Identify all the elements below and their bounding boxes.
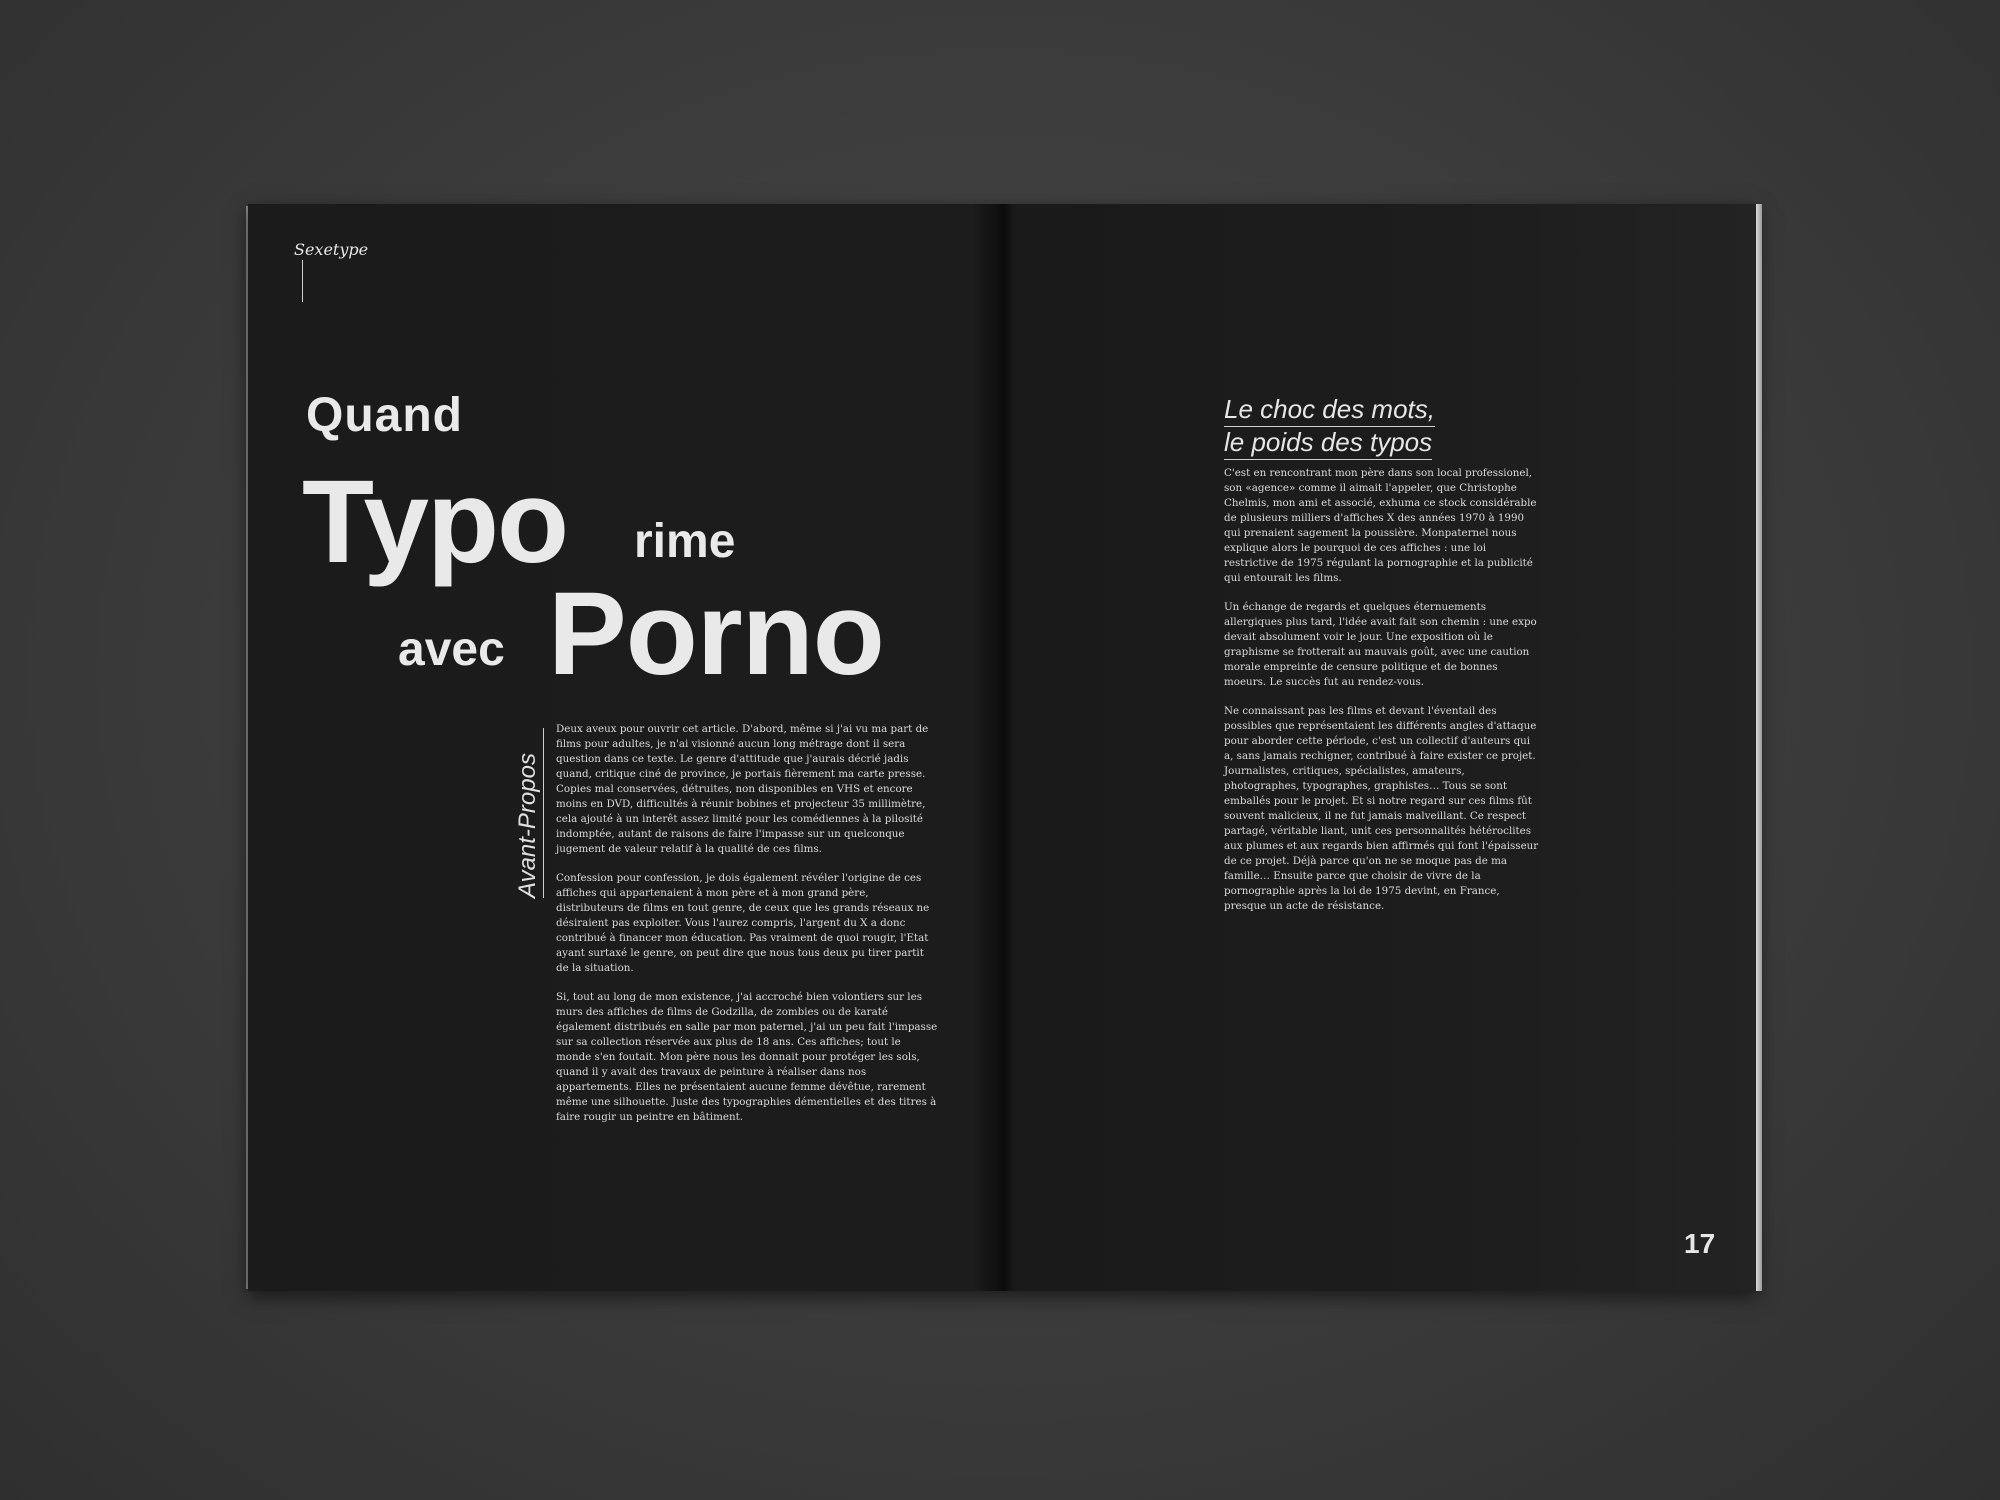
page-number: 17 [1684, 1228, 1716, 1259]
right-paragraph: Un échange de regards et quelques éternuements allergiques plus tard, l'idée avait fait son chemin : une expo devait absolument voir le jour. Une exposition où le graphisme se frotterait au mauvais goût, avec une caution morale empreinte de censure politique et de bonnes moeurs. Le succès fut au rendez-vous. [1224, 601, 1537, 688]
right-heading-line-2: le poids des typos [1224, 427, 1432, 460]
title-word-quand: Quand [306, 389, 463, 442]
logo-rule [302, 260, 303, 302]
right-section-heading [1224, 394, 1435, 460]
right-heading-line-1: Le choc des mots, [1224, 394, 1435, 427]
title-word-rime: rime [634, 515, 736, 568]
right-paragraph: C'est en rencontrant mon père dans son local professionel, son «agence» comme il aimait l'appeler, que Christophe Chelmis, mon ami et associé, exhuma ce stock considérable de plusieurs milliers d'affiches X des années 1970 à 1990 qui prenaient sagement la poussière. Monpaternel nous explique alors le pourquoi de ces affiches : une loi restrictive de 1975 régulant la pornographie et la publicité qui entourait les films. [1224, 467, 1537, 584]
right-paragraph: Ne connaissant pas les films et devant l'éventail des possibles que représentaient les différents angles d'attaque pour aborder cette période, c'est un collectif d'auteurs qui a, sans jamais rechigner, contribué à faire exister ce projet. Journalistes, critiques, spécialistes, amateurs, photographes, typographes, graphistes… Tous se sont emballés pour le projet. Et si notre regard sur ces films fût souvent malicieux, il ne fut jamais malveillant. Ce respect partagé, véritable liant, unit ces personnalités hétéroclites aux plumes et aux regards bien affirmés qui font l'épaisseur de ce projet. Déjà parce qu'on ne se moque pas de ma famille… Ensuite parce que choisir de vivre de la pornographie après la loi de 1975 devint, en France, presque un acte de résistance. [1224, 705, 1539, 912]
left-paragraph: Si, tout au long de mon existence, j'ai accroché bien volontiers sur les murs des affiches de films de Godzilla, de zombies ou de karaté également distribués en salle par mon paternel, j'ai un peu fait l'impasse sur sa collection réservée aux plus de 18 ans. Ces affiches; tout le monde s'en foutait. Mon père nous les donnait pour protéger les sols, quand il y avait des travaux de peinture à réaliser dans nos appartements. Elles ne présentaient aucune femme dévêtue, rarement même une silhouette. Juste des typographies démentielles et des titres à faire rougir un peintre en bâtiment. [556, 991, 938, 1123]
page-right-edge [1756, 204, 1762, 1291]
title-word-avec: avec [398, 623, 505, 676]
magazine-spread [248, 204, 1758, 1291]
title-word-typo: Typo [302, 456, 568, 588]
left-paragraph: Deux aveux pour ouvrir cet article. D'abord, même si j'ai vu ma part de films pour adultes, je n'ai visionné aucun long métrage dont il sera question dans ce texte. Le genre d'attitude que j'aurais décrié jadis quand, critique ciné de province, je portais fièrement ma carte presse. Copies mal conservées, détruites, non disponibles en VHS et encore moins en DVD, difficultés à réunir bobines et projecteur 35 millimètre, cela ajouté à un interêt assez limité pour les comédiennes à la pilosité indomptée, autant de raisons de faire l'impasse sur un quelconque jugement de valeur relatif à la qualité de ces films. [556, 723, 929, 855]
title-word-porno: Porno [548, 568, 884, 700]
right-text-column [1224, 466, 1542, 928]
section-label-avant-propos: Avant-Propos [514, 728, 544, 898]
left-text-column [556, 722, 938, 1139]
magazine-logo: Sexetype [294, 240, 369, 259]
left-paragraph: Confession pour confession, je dois également révéler l'origine de ces affiches qui appartenaient à mon père et à mon grand père, distributeurs de films en tout genre, de ceux que les grands réseaux ne désiraient pas exploiter. Vous l'aurez compris, l'argent du X a donc contribué à financer mon éducation. Pas vraiment de quoi rougir, l'Etat ayant surtaxé le genre, on peut dire que nous tous deux pu tirer partit de la situation. [556, 872, 930, 974]
spine-gutter [995, 204, 1013, 1291]
